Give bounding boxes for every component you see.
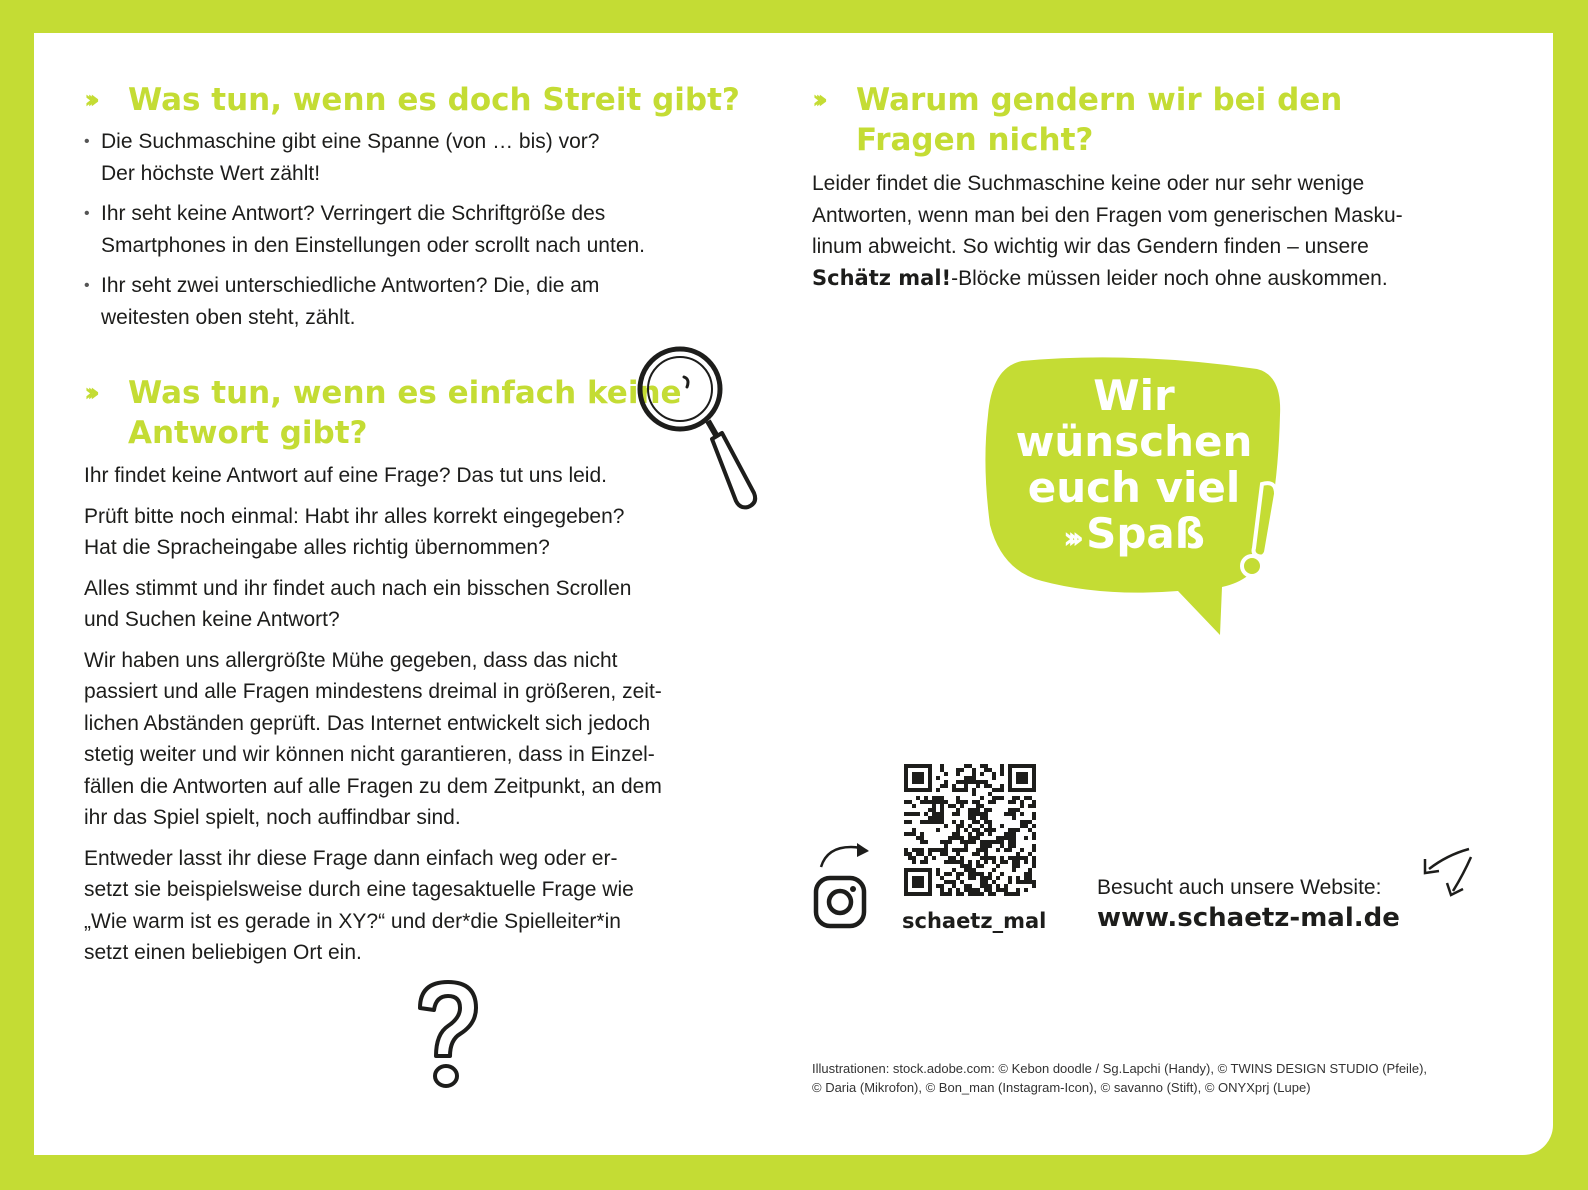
paragraph: Leider findet die Suchmaschine keine oder nur sehr wenige Antworten, wenn man bei den Fragen vom generischen Masku- linum abweicht. So wichtig wir das Gendern finden – unsere Schätz mal!-Blöcke müssen leider noch ohne auskommen. (812, 172, 1403, 290)
website-label: Besucht auch unsere Website: (1097, 876, 1382, 899)
chevrons-icon: ››› (84, 85, 93, 115)
question-mark-icon (412, 978, 482, 1093)
arrow-icon (817, 833, 877, 873)
paragraph: Ihr findet keine Antwort auf eine Frage? Das tut uns leid. (84, 464, 607, 487)
right-column (812, 80, 1492, 303)
paragraph: Entweder lasst ihr diese Frage dann einfach weg oder er- setzt sie beispielsweise durch eine tagesaktuelle Frage wie „Wie warm ist es gerade in XY?“ und der*die Spielleiter*in setzt einen beliebigen Ort ein. (84, 846, 634, 964)
instagram-icon (812, 874, 868, 930)
credits: Illustrationen: stock.adobe.com: © Kebon doodle / Sg.Lapchi (Handy), © TWINS DESIGN STUDIO (Pfeile), © Daria (Mikrofon), © Bon_man (Instagram-Icon), © savanno (Stift), © ONYXprj (Lupe) (812, 1061, 1428, 1095)
paragraph: Alles stimmt und ihr findet auch nach ein bisschen Scrollen und Suchen keine Antwort? (84, 576, 632, 631)
qr-code (904, 764, 1036, 896)
exclamation-icon (1232, 478, 1292, 583)
paragraph: Wir haben uns allergrößte Mühe gegeben, dass das nicht passiert und alle Fragen mindestens dreimal in größeren, zeit- lichen Abständen geprüft. Das Internet entwickelt sich jedoch stetig weiter und wir können nicht garantieren, dass in Einzel- fällen die Antworten auf alle Fragen zu dem Zeitpunkt, an dem ihr das Spiel spielt, noch auffindbar sind. (84, 648, 662, 829)
paragraph: Prüft bitte noch einmal: Habt ihr alles korrekt eingegeben? Hat die Spracheingabe alles richtig übernommen? (84, 504, 625, 559)
list-item: • Die Suchmaschine gibt eine Spanne (von … bis) vor? Der höchste Wert zählt! (84, 126, 764, 189)
chevrons-icon: ››› (812, 85, 821, 115)
section-heading-streit: ››› Was tun, wenn es doch Streit gibt? (84, 82, 740, 118)
list-item: • Ihr seht zwei unterschiedliche Antworten? Die, die am weitesten oben steht, zählt. (84, 270, 764, 333)
brand-name: Schätz mal! (812, 265, 952, 290)
section-heading-keine-antwort: ››› Was tun, wenn es einfach keine Antwort gibt? (84, 375, 682, 451)
arrow-icon (1419, 845, 1474, 905)
instagram-handle[interactable]: schaetz_mal (902, 909, 1047, 933)
magnifier-icon (632, 341, 762, 516)
list-item: • Ihr seht keine Antwort? Verringert die Schriftgröße des Smartphones in den Einstellungen oder scrollt nach unten. (84, 198, 764, 261)
chevrons-icon: ››› (1063, 521, 1077, 556)
chevrons-icon: ››› (84, 378, 93, 408)
streit-list (84, 126, 764, 333)
website-link[interactable]: www.schaetz-mal.de (1097, 903, 1400, 933)
section-heading-gendern: ››› Warum gendern wir bei den Fragen nicht? (812, 82, 1343, 158)
bubble-text: Wir wünschen euch viel ››› Spaß (1015, 371, 1253, 558)
page-card (34, 33, 1553, 1155)
left-column (84, 80, 764, 342)
